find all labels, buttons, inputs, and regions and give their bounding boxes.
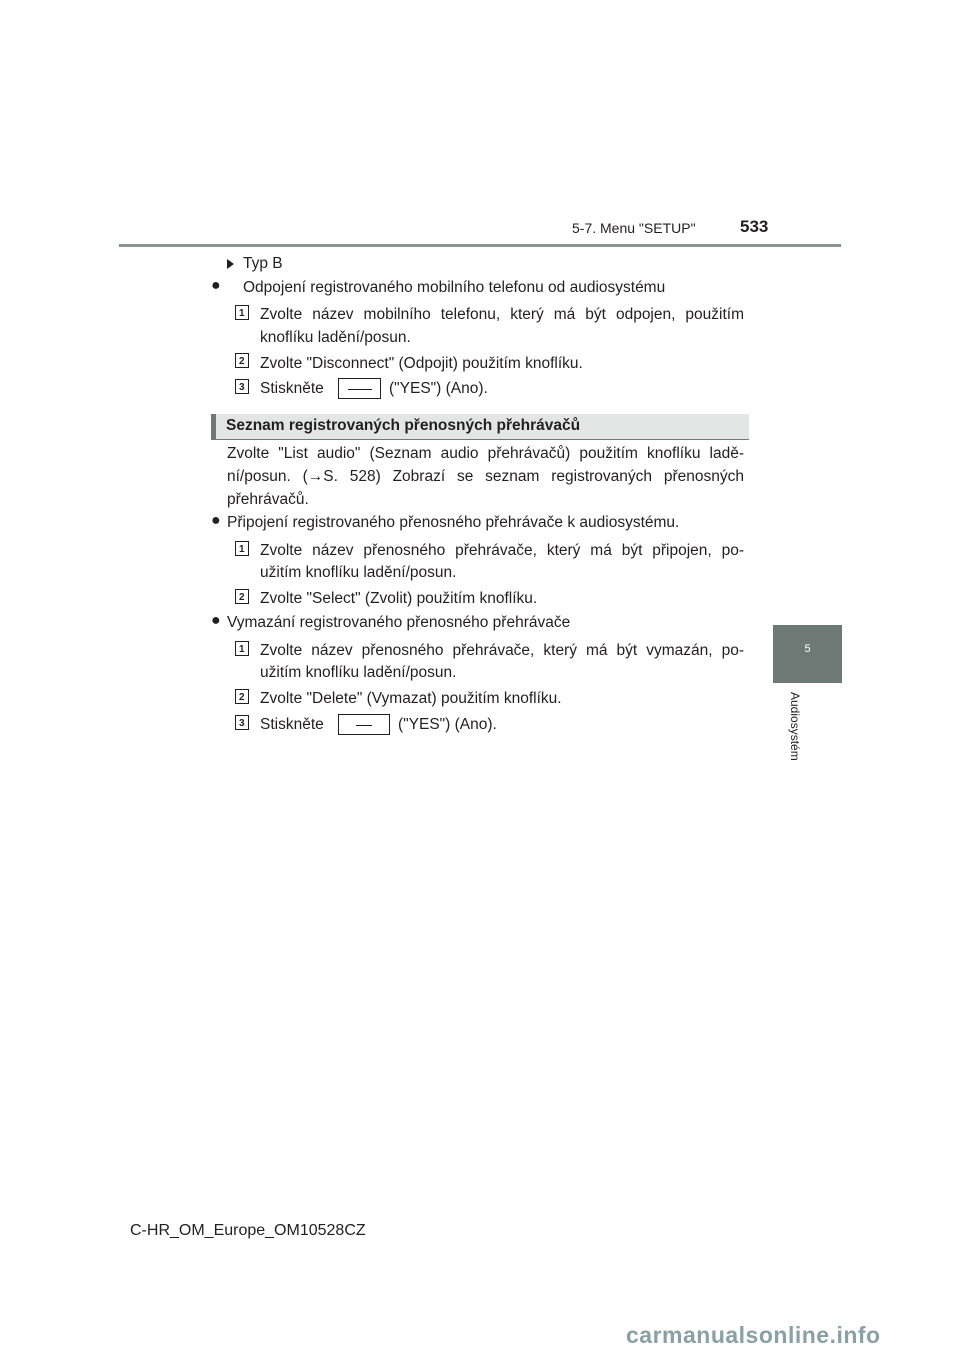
chapter-tab[interactable] [773, 625, 842, 683]
intro-text: přehrávačů. [227, 491, 309, 508]
page-number: 533 [740, 217, 769, 236]
step-number-badge: 1 [235, 541, 249, 556]
intro-text: Zvolte "List audio" (Seznam audio přehrávačů) použitím knoflíku ladě- [227, 445, 744, 462]
step-text: ("YES") (Ano). [389, 380, 488, 397]
step-text: užitím knoflíku ladění/posun. [260, 664, 457, 681]
bullet-heading: Připojení registrovaného přenosného přehrávače k audiosystému. [227, 514, 680, 531]
header-divider [119, 244, 841, 247]
button-line-icon [348, 389, 372, 390]
step-number-badge: 3 [235, 379, 249, 394]
step-text: Stiskněte [260, 380, 324, 397]
step-text: Zvolte název přenosného přehrávače, který má být vymazán, po- [260, 642, 744, 659]
yes-button-icon [338, 378, 381, 399]
chapter-label: Audiosystém [788, 692, 802, 761]
step-text: Zvolte "Select" (Zvolit) použitím knoflíku. [260, 590, 538, 607]
bullet-icon: ● [211, 512, 221, 529]
section-header [211, 414, 749, 440]
step-text: Zvolte "Delete" (Vymazat) použitím knoflíku. [260, 690, 562, 707]
type-label: Typ B [243, 255, 283, 272]
step-text: Zvolte název přenosného přehrávače, který má být připojen, po- [260, 542, 744, 559]
bullet-icon: ● [211, 277, 221, 294]
step-text: ("YES") (Ano). [398, 716, 497, 733]
step-text: knoflíku ladění/posun. [260, 329, 411, 346]
chapter-number: 5 [804, 643, 811, 655]
step-number-badge: 1 [235, 641, 249, 656]
bullet-heading: Odpojení registrovaného mobilního telefonu od audiosystému [243, 279, 666, 296]
step-number-badge: 1 [235, 305, 249, 320]
watermark-logo: carmanualsonline.info [626, 1322, 881, 1348]
triangle-marker-icon [227, 259, 234, 269]
step-text: Stiskněte [260, 716, 324, 733]
document-code: C-HR_OM_Europe_OM10528CZ [130, 1222, 366, 1239]
step-number-badge: 2 [235, 689, 249, 704]
step-number-badge: 3 [235, 715, 249, 730]
yes-button-icon [338, 714, 390, 735]
intro-text: ní/posun. (→S. 528) Zobrazí se seznam registrovaných přenosných [227, 468, 744, 485]
button-line-icon [356, 725, 372, 726]
step-number-badge: 2 [235, 589, 249, 604]
step-text: užitím knoflíku ladění/posun. [260, 564, 457, 581]
bullet-icon: ● [211, 612, 221, 629]
step-text: Zvolte název mobilního telefonu, který má být odpojen, použitím [260, 306, 744, 323]
step-text: Zvolte "Disconnect" (Odpojit) použitím knoflíku. [260, 355, 583, 372]
step-number-badge: 2 [235, 353, 249, 368]
section-title: Seznam registrovaných přenosných přehrávačů [226, 417, 581, 434]
header-section-title: 5-7. Menu "SETUP" [572, 220, 696, 236]
bullet-heading: Vymazání registrovaného přenosného přehrávače [227, 614, 571, 631]
